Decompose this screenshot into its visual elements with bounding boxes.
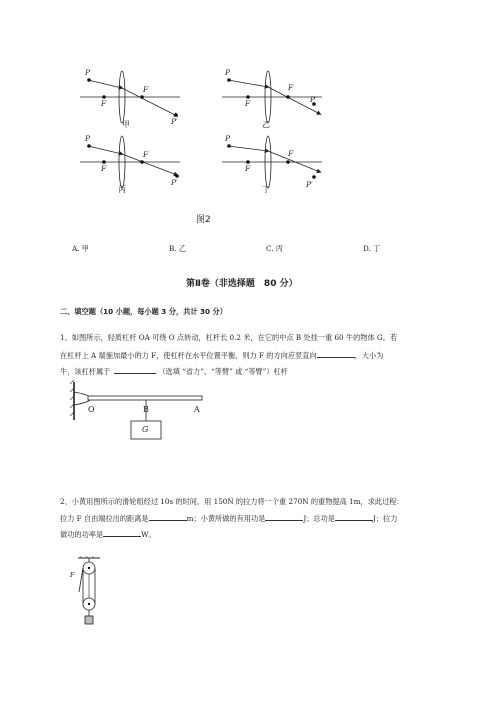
q2-blank-useful-work[interactable] [265, 512, 303, 521]
section-title: 第Ⅱ卷（非选择题 80 分） [186, 279, 298, 289]
figure-caption: 图2 [196, 215, 211, 225]
label-p-yi: P [225, 68, 231, 77]
q2-line1: 2、小黄用图所示的滑轮组经过 10s 的时间，用 150N 的拉力将一个重 270N 的重物提高 1m，求此过程： [60, 497, 404, 506]
q1-line2-text-a: 在杠杆上 A 端施加最小的力 F，使杠杆在水平位置平衡，则力 F 的方向应竖直向 [60, 351, 317, 360]
label-f1-ding: F [245, 164, 251, 173]
label-pimg-ding: P′ [306, 180, 313, 189]
weight-label-g: G [142, 425, 149, 434]
q2-line2-text-b: m；小黄所做的有用功是 [186, 514, 266, 523]
q2-line2-text-c: J；总功是 [303, 514, 335, 523]
panel-jia [80, 71, 180, 123]
q1-line3-text-b: （选填 “省力”、“等臂” 或 “等臂”）杠杆 [158, 367, 288, 376]
label-pimg-jia: P′ [171, 117, 178, 126]
q1-line2-text-b: ，大小为 [354, 351, 384, 360]
q1-line3-text-a: 牛，该杠杆属于 [60, 367, 111, 376]
label-pimg-bing: P′ [171, 178, 178, 187]
label-f2-yi: F [288, 83, 294, 92]
label-f2-jia: F [143, 85, 149, 94]
q2-blank-total-work[interactable] [335, 512, 373, 521]
q2-line3-text-b: W。 [141, 530, 156, 539]
q1-blank-lever-type[interactable] [114, 365, 156, 374]
lens-label-jia: 甲 [122, 120, 130, 129]
panel-bing [80, 136, 180, 188]
part-title: 二、填空题（10 小题，每小题 3 分，共计 30 分） [60, 307, 227, 316]
q2-line3-text-a: 做功的功率是 [60, 530, 104, 539]
q2-line3 [60, 528, 156, 540]
panel-yi [222, 71, 322, 123]
label-p-bing: P [85, 134, 91, 143]
label-f2-bing: F [143, 150, 149, 159]
lens-label-ding: 丁 [262, 185, 270, 194]
option-a[interactable]: A. 甲 [72, 244, 89, 253]
pulley-figure [66, 556, 116, 628]
q2-line2-text-d: J；拉力 [372, 514, 398, 523]
lever-label-b: B [143, 405, 149, 414]
label-pimg-yi: P′ [310, 95, 317, 104]
label-f1-yi: F [245, 99, 251, 108]
lever-figure [70, 380, 210, 470]
label-f1-jia: F [101, 99, 107, 108]
q2-line2 [60, 512, 397, 524]
label-p-jia: P [85, 68, 91, 77]
q1-line2 [60, 349, 383, 361]
q1-blank-direction[interactable] [317, 349, 355, 358]
label-p-ding: P [225, 134, 231, 143]
q2-line2-text-a: 拉力 F 自由端拉出的距离是 [60, 514, 149, 523]
option-b[interactable]: B. 乙 [169, 244, 187, 253]
lever-label-o: O [88, 405, 95, 414]
q2-blank-power[interactable] [103, 528, 141, 537]
lens-label-bing: 丙 [118, 185, 126, 194]
option-d[interactable]: D. 丁 [363, 244, 381, 253]
lens-label-yi: 乙 [262, 120, 270, 129]
label-f1-bing: F [101, 164, 107, 173]
label-f2-ding: F [288, 149, 294, 158]
lever-label-a: A [194, 405, 200, 414]
q2-blank-distance[interactable] [149, 512, 187, 521]
option-c[interactable]: C. 丙 [266, 244, 283, 253]
pulley-label-f: F [70, 571, 75, 579]
q1-line3 [60, 365, 288, 377]
q1-line1: 1、如图所示，轻质杠杆 OA 可绕 O 点转动，杠杆长 0.2 米，在它的中点 B 处挂一重 60 牛的物体 G。若 [60, 333, 398, 342]
